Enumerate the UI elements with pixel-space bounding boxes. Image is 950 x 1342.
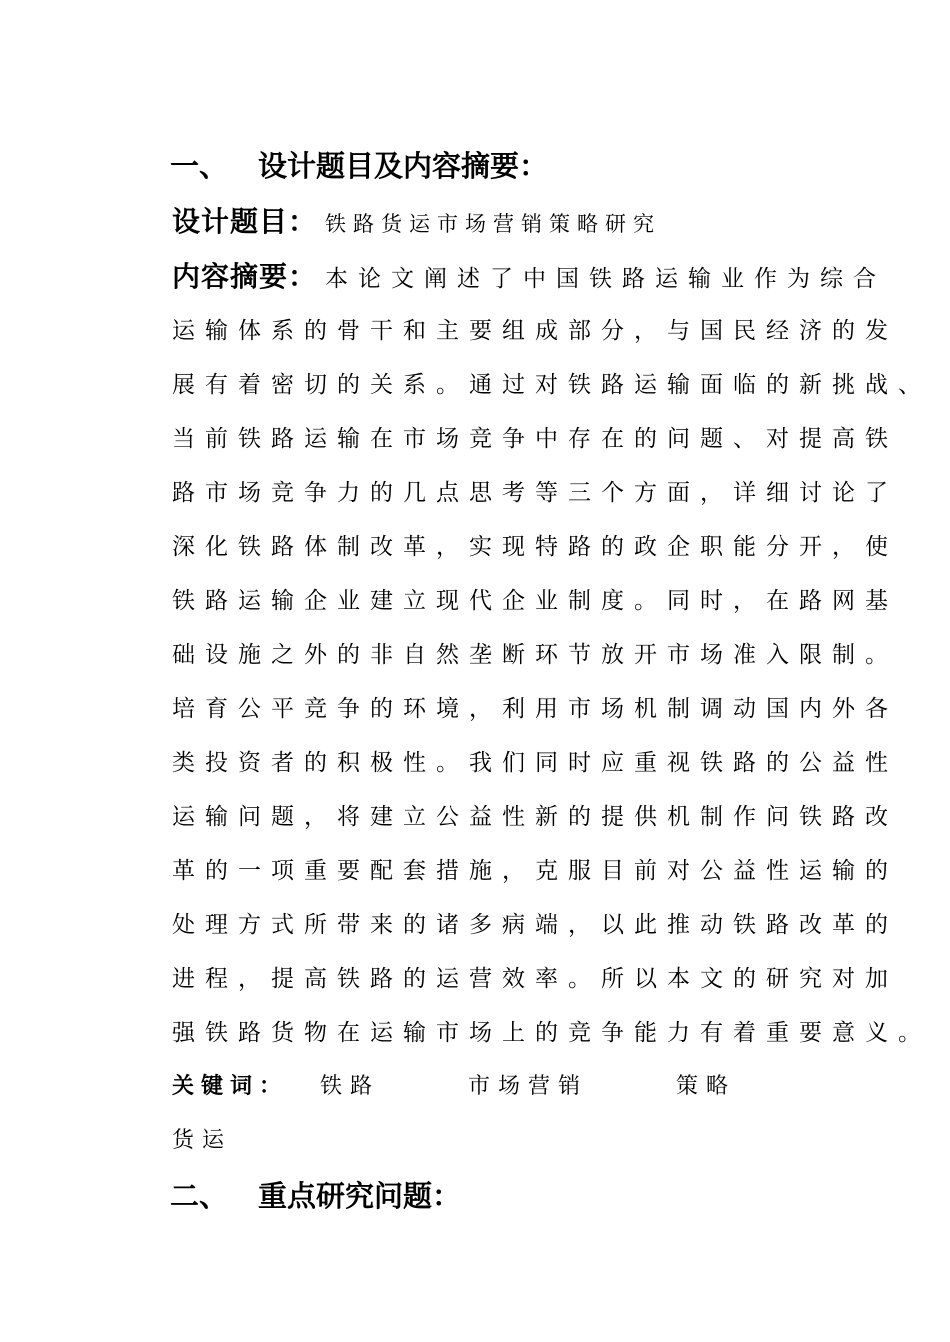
keywords-label: 关键词：: [172, 1073, 289, 1099]
abstract-line-14: 强铁路货物在运输市场上的竞争能力有着重要意义。: [172, 1020, 931, 1046]
keyword-item: 市场营销: [468, 1074, 589, 1099]
abstract-line-10: 运输问题，将建立公益性新的提供机制作问铁路改: [172, 804, 898, 830]
section-title-1: 设计题目及内容摘要：: [258, 149, 549, 183]
abstract-line-0: [172, 257, 887, 297]
abstract-line-5: 深化铁路体制改革，实现特路的政企职能分开，使: [172, 534, 898, 560]
keyword-item: 策略: [676, 1074, 737, 1099]
keywords-row: [172, 1066, 736, 1106]
section-heading-1: [170, 146, 548, 186]
abstract-line-2: 展有着密切的关系。通过对铁路运输面临的新挑战、: [172, 372, 931, 398]
abstract-line-13: 进程，提高铁路的运营效率。所以本文的研究对加: [172, 966, 898, 992]
abstract-line-9: 类投资者的积极性。我们同时应重视铁路的公益性: [172, 750, 898, 776]
section-number-2: 二、: [170, 1179, 229, 1213]
design-title-value: 铁路货运市场营销策略研究: [325, 212, 662, 236]
abstract-line-1: 运输体系的骨干和主要组成部分，与国民经济的发: [172, 318, 898, 344]
abstract-line-12: 处理方式所带来的诸多病端，以此推动铁路改革的: [172, 912, 898, 938]
design-title-row: [172, 202, 832, 242]
section-title-2: 重点研究问题：: [258, 1179, 462, 1213]
abstract-line-6: 铁路运输企业建立现代企业制度。同时，在路网基: [172, 588, 898, 614]
abstract-line-8: 培育公平竞争的环境，利用市场机制调动国内外各: [172, 696, 898, 722]
abstract-label: 内容摘要：: [172, 260, 318, 293]
abstract-text-0: 本论文阐述了中国铁路运输业作为综合: [325, 266, 887, 292]
keyword-item: 铁路: [320, 1074, 381, 1099]
abstract-line-3: 当前铁路运输在市场竞争中存在的问题、对提高铁: [172, 426, 898, 452]
section-heading-2: [170, 1176, 461, 1216]
section-number-1: 一、: [170, 149, 229, 183]
keyword-item: 货运: [172, 1128, 233, 1153]
design-title-label: 设计题目：: [172, 205, 318, 238]
abstract-line-11: 革的一项重要配套措施，克服目前对公益性运输的: [172, 858, 898, 884]
abstract-line-7: 础设施之外的非自然垄断环节放开市场准入限制。: [172, 642, 898, 668]
abstract-line-4: 路市场竞争力的几点思考等三个方面，详细讨论了: [172, 480, 898, 506]
